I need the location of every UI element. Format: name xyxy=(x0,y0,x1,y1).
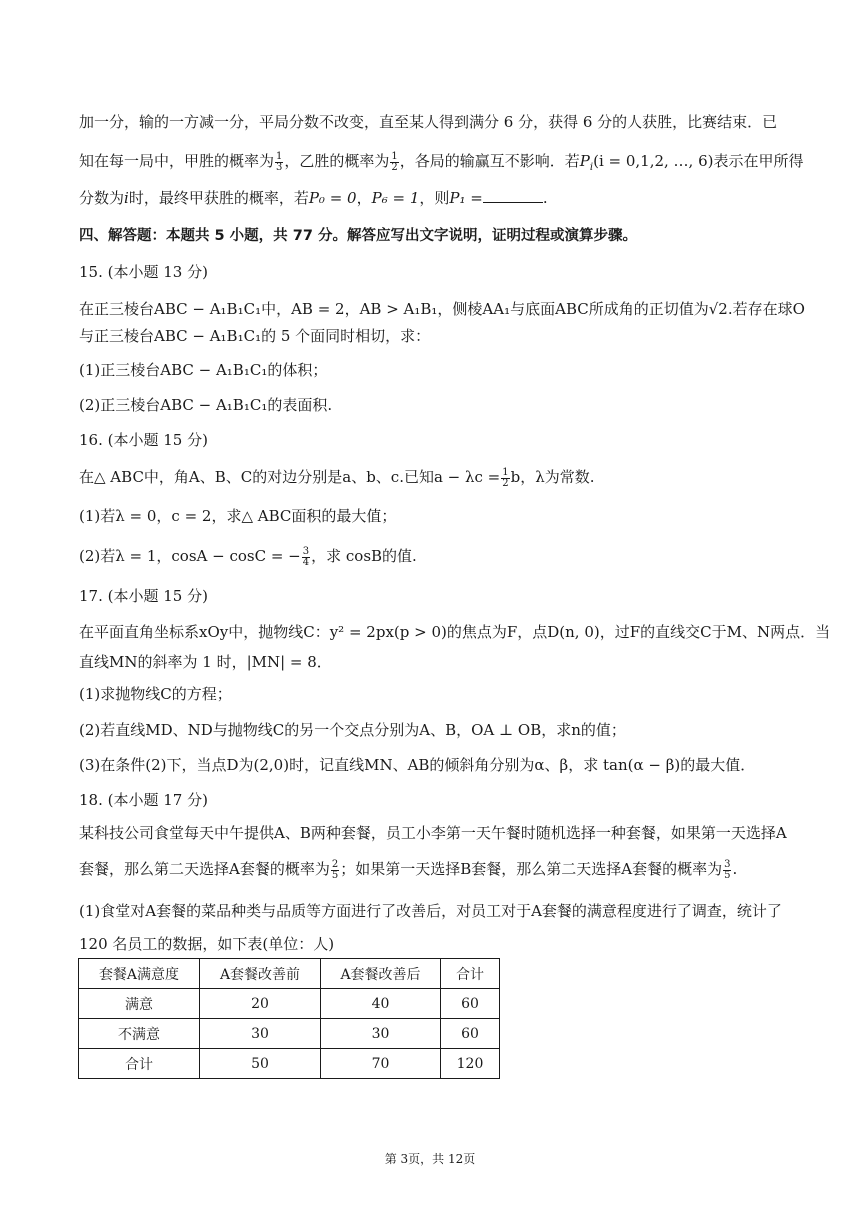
q18-line-2: 套餐，那么第二天选择A套餐的概率为 $\frac{2}{5}$ ；如果第一天选择B套餐，那么第二天选择A套餐的概率为 $\frac{3}{5}$ . xyxy=(79,858,738,881)
table-header-row xyxy=(79,959,500,989)
table-cell: 60 xyxy=(441,989,500,1019)
q17-part-1: (1)求抛物线C的方程； xyxy=(79,685,232,703)
q17-part-3: (3)在条件(2)下，当点D为(2,0)时，记直线MN、AB的倾斜角分别为α、β，求 tan(α − β)的最大值． xyxy=(79,756,756,774)
table-cell: 满意 xyxy=(79,989,200,1019)
table-row xyxy=(79,1019,500,1049)
q17-line-2: 直线MN的斜率为 1 时，|MN| = 8． xyxy=(79,653,332,671)
intro-line-3: 分数为i时，最终甲获胜的概率，若P₀ = 0，P₆ = 1，则P₁ = . xyxy=(79,189,548,207)
table-cell: 合计 xyxy=(79,1049,200,1079)
table-cell: 50 xyxy=(200,1049,321,1079)
q17-part-2: (2)若直线MD、ND与抛物线C的另一个交点分别为A、B，OA ⊥ OB，求n的值； xyxy=(79,721,626,739)
table-cell: 不满意 xyxy=(79,1019,200,1049)
q15-line-2: 与正三棱台ABC − A₁B₁C₁的 5 个面同时相切，求： xyxy=(79,327,431,345)
table-cell: 20 xyxy=(200,989,321,1019)
fraction: $\frac{3}{4}$ xyxy=(302,545,310,568)
table-row xyxy=(79,1049,500,1079)
intro-line-2: 知在每一局中，甲胜的概率为 $\frac{1}{3}$ ，乙胜的概率为 $\frac{1}{2}$ ，各局的输赢互不影响．若$P_i(i = 0,1,2$, …, 6)表示在甲所得 xyxy=(79,150,804,173)
table-cell: 70 xyxy=(321,1049,441,1079)
q16-part-2: (2)若λ = 1，cosA − cosC = − $\frac{3}{4}$ ，求 cosB的值. xyxy=(79,545,417,568)
fraction: $\frac{1}{2}$ xyxy=(502,466,509,489)
q17-line-1: 在平面直角坐标系xOy中，抛物线C：y² = 2px(p > 0)的焦点为F，点D(n, 0)，过F的直线交C于M、N两点．当 xyxy=(79,623,831,641)
q16-part-1: (1)若λ = 0，c = 2，求△ ABC面积的最大值； xyxy=(79,507,397,525)
fraction: $\frac{2}{5}$ xyxy=(331,858,339,881)
q15-line-1: 在正三棱台ABC − A₁B₁C₁中，AB = 2，AB > A₁B₁，侧棱AA₁与底面ABC所成角的正切值为√2.若存在球O xyxy=(79,300,805,318)
table-cell: 40 xyxy=(321,989,441,1019)
table-cell: 30 xyxy=(200,1019,321,1049)
q17-header: 17. (本小题 15 分) xyxy=(79,587,208,605)
table-cell: 120 xyxy=(441,1049,500,1079)
page-footer: 第 3页，共 12页 xyxy=(384,1152,476,1166)
q15-header: 15. (本小题 13 分) xyxy=(79,263,208,281)
q18-line-1: 某科技公司食堂每天中午提供A、B两种套餐，员工小李第一天午餐时随机选择一种套餐，如果第一天选择A xyxy=(79,824,787,842)
q15-part-2: (2)正三棱台ABC − A₁B₁C₁的表面积. xyxy=(79,396,333,414)
q18-part-1-line-2: 120 名员工的数据，如下表(单位：人) xyxy=(79,935,335,953)
q18-part-1-line-1: (1)食堂对A套餐的菜品种类与品质等方面进行了改善后，对员工对于A套餐的满意程度进行了调查，统计了 xyxy=(79,902,782,920)
satisfaction-table xyxy=(78,958,500,1079)
fraction: $\frac{1}{3}$ xyxy=(276,150,283,173)
table-header-cell: 套餐A满意度 xyxy=(79,959,200,989)
table-cell: 60 xyxy=(441,1019,500,1049)
section-heading: 四、解答题：本题共 5 小题，共 77 分。解答应写出文字说明，证明过程或演算步骤。 xyxy=(79,228,637,244)
table-header-cell: A套餐改善后 xyxy=(321,959,441,989)
table-header-cell: A套餐改善前 xyxy=(200,959,321,989)
q18-header: 18. (本小题 17 分) xyxy=(79,791,208,809)
q16-header: 16. (本小题 15 分) xyxy=(79,431,208,449)
table-row xyxy=(79,989,500,1019)
table-cell: 30 xyxy=(321,1019,441,1049)
table-header-cell: 合计 xyxy=(441,959,500,989)
intro-line-1: 加一分，输的一方减一分，平局分数不改变，直至某人得到满分 6 分，获得 6 分的人获胜，比赛结束．已 xyxy=(79,113,778,131)
fraction: $\frac{3}{5}$ xyxy=(724,858,731,881)
fraction: $\frac{1}{2}$ xyxy=(391,150,398,173)
answer-blank xyxy=(483,188,543,203)
q15-part-1: (1)正三棱台ABC − A₁B₁C₁的体积； xyxy=(79,361,328,379)
q16-line-1: 在△ ABC中，角A、B、C的对边分别是a、b、c.已知a − λc = $\frac{1}{2}$ b，λ为常数. xyxy=(79,466,595,489)
